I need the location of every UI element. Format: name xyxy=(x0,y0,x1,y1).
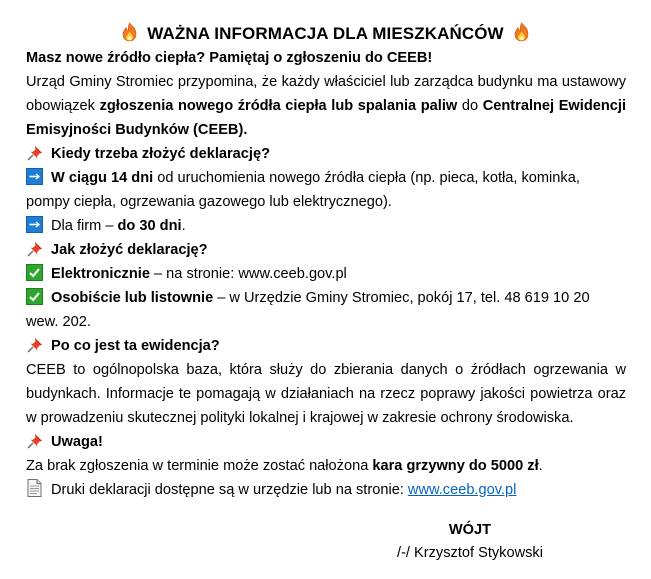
item-text: . xyxy=(181,218,186,234)
item-text: Dla firm – xyxy=(51,218,118,234)
notice-body xyxy=(26,46,626,502)
check-mark-icon xyxy=(26,288,45,305)
right-arrow-icon xyxy=(26,168,45,185)
list-item xyxy=(26,166,626,214)
pushpin-icon xyxy=(26,144,45,161)
intro-bold-text: zgłoszenia nowego źródła ciepła lub spalania paliw xyxy=(99,98,458,114)
intro-headline: Masz nowe źródło ciepła? Pamiętaj o zgłoszeniu do CEEB! xyxy=(26,50,433,66)
signature-name: /-/ Krzysztof Stykowski xyxy=(397,545,543,561)
list-item xyxy=(26,262,626,286)
item-text: – na stronie: www.ceeb.gov.pl xyxy=(149,266,347,282)
section-heading-text: Uwaga! xyxy=(51,434,103,450)
warning-text: . xyxy=(538,458,543,474)
section-heading-text: Po co jest ta ewidencja? xyxy=(51,338,220,354)
ceeb-website-link[interactable]: www.ceeb.gov.pl xyxy=(407,482,517,498)
intro-bold-text: Centralnej Ewidencji Emisyjności Budynków (CEEB). xyxy=(26,98,627,138)
intro-text: Urząd Gminy Stromiec przypomina, że każdy właściciel lub zarządca budynku ma ustawowy obowiązek xyxy=(26,74,626,114)
section-heading-warning xyxy=(26,430,626,454)
intro-text: do xyxy=(457,98,483,114)
item-text: – w Urzędzie Gminy Stromiec, pokój 17, tel. 48 619 10 20 wew. 202. xyxy=(26,290,590,330)
fire-icon xyxy=(513,22,530,49)
forms-line xyxy=(26,478,626,502)
warning-paragraph xyxy=(26,454,626,478)
why-paragraph: CEEB to ogólnopolska baza, która służy do zbierania danych o źródłach ogrzewania w budynkach. Informacje te pomagają w działaniach na rzecz poprawy jakości powietrza oraz w prowadzeniu skutecznej polityki lokalnej i krajowej w zakresie ochrony środowiska. xyxy=(26,362,626,426)
pushpin-icon xyxy=(26,432,45,449)
forms-text: Druki deklaracji dostępne są w urzędzie lub na stronie: xyxy=(51,482,408,498)
list-item xyxy=(26,214,626,238)
section-heading-why xyxy=(26,334,626,358)
pushpin-icon xyxy=(26,336,45,353)
document-icon xyxy=(26,479,45,496)
intro-paragraph xyxy=(26,70,626,142)
fire-icon xyxy=(121,22,138,49)
item-bold-text: Elektronicznie xyxy=(51,266,150,282)
check-mark-icon xyxy=(26,264,45,281)
section-heading-how xyxy=(26,238,626,262)
list-item xyxy=(26,286,626,334)
item-bold-text: W ciągu 14 dni xyxy=(51,170,154,186)
page-title xyxy=(0,22,651,49)
section-heading-text: Jak złożyć deklarację? xyxy=(51,242,208,258)
signature-block xyxy=(380,519,560,565)
warning-text: Za brak zgłoszenia w terminie może zostać nałożona xyxy=(26,458,373,474)
title-text: WAŻNA INFORMACJA DLA MIESZKAŃCÓW xyxy=(147,24,504,43)
right-arrow-icon xyxy=(26,216,45,233)
section-heading-text: Kiedy trzeba złożyć deklarację? xyxy=(51,146,270,162)
pushpin-icon xyxy=(26,240,45,257)
item-text: od uruchomienia nowego źródła ciepła (np. pieca, kotła, kominka, pompy ciepła, ogrzewania gazowego lub elektrycznego). xyxy=(26,170,580,210)
item-bold-text: Osobiście lub listownie xyxy=(51,290,214,306)
signature-role: WÓJT xyxy=(448,522,492,538)
item-bold-text: do 30 dni xyxy=(117,218,182,234)
warning-bold-text: kara grzywny do 5000 zł xyxy=(372,458,539,474)
section-heading-when xyxy=(26,142,626,166)
